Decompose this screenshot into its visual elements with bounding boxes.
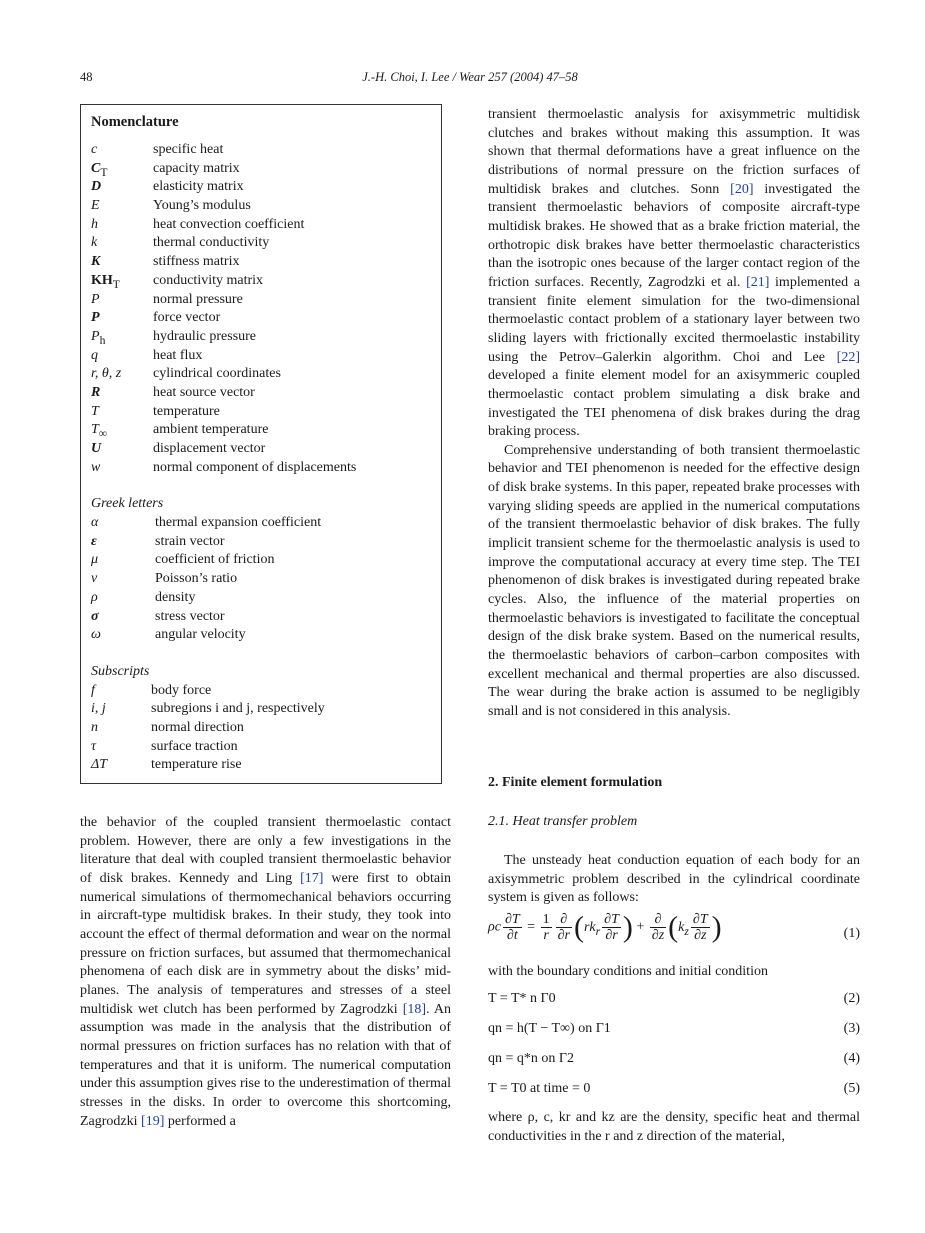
nomenclature-description: normal component of displacements (153, 459, 357, 475)
text-run: the behavior of the coupled transient thermoelastic contact problem. However, there are only a few investigations in the literature that deal with coupled transient thermoelastic behavior of disk brakes. Kennedy and Ling (80, 815, 451, 886)
nomenclature-description: normal pressure (153, 291, 243, 307)
nomenclature-symbol: c (91, 142, 98, 157)
nomenclature-symbol: q (91, 347, 98, 363)
nomenclature-description: temperature rise (151, 757, 242, 773)
citation-link[interactable]: [18] (402, 1001, 427, 1017)
equation-number: (3) (843, 1021, 860, 1036)
nomenclature-symbol-list (91, 141, 431, 477)
text-run: were first to obtain numerical simulations of thermomechanical behaviors occurring in aircraft-type multidisk brakes. In their study, they took into account the effect of thermal deformation and wear on the normal pressure on friction surfaces, but assumed that thermomechanical phenomena of each disk are in symmetry about the disks’ mid-planes. The analysis of temperatures and stresses of a steel multidisk wet clutch has been performed by Zagrodzki (80, 870, 452, 1017)
nomenclature-row (91, 459, 431, 478)
nomenclature-description: Poisson’s ratio (155, 571, 238, 587)
nomenclature-row (91, 756, 431, 775)
nomenclature-description: surface traction (151, 738, 238, 754)
nomenclature-row (91, 272, 431, 291)
nomenclature-description: conductivity matrix (153, 272, 264, 288)
nomenclature-symbol: σ (91, 608, 99, 624)
page-header (80, 70, 860, 90)
nomenclature-description: Young’s modulus (153, 198, 251, 214)
nomenclature-row (91, 608, 431, 627)
equation-1-body: ρc $\frac{\partial T}{\partial t}$ = $\frac{1}{r}$ $\frac{\partial}{\partial r}$ ($rk_r$ $\frac{\partial T}{\partial r}$ ) + $\frac{\partial}{\partial z}$ ($k_z$ $\frac{\partial T}{\partial z}$ ) (488, 910, 722, 944)
citation-link[interactable]: [21] (746, 274, 770, 290)
nomenclature-row (91, 421, 431, 440)
nomenclature-row (91, 197, 431, 216)
subsection-title: 2.1. Heat transfer problem (488, 814, 638, 829)
nomenclature-row (91, 570, 431, 589)
nomenclature-row (91, 700, 431, 719)
nomenclature-description: coefficient of friction (155, 552, 275, 568)
nomenclature-symbol: α (91, 515, 99, 531)
nomenclature-row (91, 178, 431, 197)
equation-number: (1) (843, 926, 860, 941)
nomenclature-row (91, 309, 431, 328)
nomenclature-symbol: k (91, 235, 98, 251)
nomenclature-symbol: τ (91, 738, 97, 754)
nomenclature-symbol: ν (91, 571, 98, 587)
equation-4 (488, 1051, 860, 1073)
text-run: developed a finite element model for an axisymmeric coupled thermoelastic contact problem simulating a disk brake and investigated the TEI phenomena of disk brakes during the drag braking process. (488, 368, 860, 440)
nomenclature-row (91, 514, 431, 533)
bc-intro-paragraph (488, 963, 860, 982)
nomenclature-row (91, 626, 431, 645)
text-run: investigated the transient thermoelastic behaviors of composite aircraft-type multidisk brakes. He showed that as a brake friction material, the orthotropic disk brakes have better thermoelastic characteristics than the isotropic ones because of the larger contact region of the friction surfaces. Recently, Zagrodzki et al. (488, 181, 860, 290)
nomenclature-symbol: r, θ, z (91, 366, 122, 382)
equation-3-body: qn = h(T − T∞) on Γ1 (488, 1021, 611, 1036)
nomenclature-description: stress vector (155, 608, 225, 624)
nomenclature-symbol: ρ (91, 589, 98, 605)
nomenclature-row (91, 365, 431, 384)
equation-1 (488, 912, 860, 956)
equation-5-body: T = T0 at time = 0 (488, 1081, 591, 1096)
subscripts-title: Subscripts (91, 663, 150, 679)
nomenclature-symbol: h (91, 216, 98, 232)
citation-link[interactable]: [20] (730, 181, 754, 197)
equation-2 (488, 991, 860, 1013)
nomenclature-row (91, 533, 431, 552)
nomenclature-description: capacity matrix (153, 160, 240, 176)
nomenclature-row (91, 328, 431, 347)
nomenclature-symbol: f (91, 682, 95, 698)
right-paragraph-2: Comprehensive understanding of both transient thermoelastic behavior and TEI phenomenon is needed for the effective design of disk brake systems. In this paper, repeated brake processes with varying sliding speeds are applied in the numerical computations of the transient thermoelastic behavior of disk brakes. The fully implicit transient scheme for the thermoelastic analysis is used to improve the computational accuracy at every time step. The TEI phenomenon of disk brakes is investigated during repeated brake cycles. Also, the influence of the material properties on thermoelastic behaviors is investigated to facilitate the conceptual design of the disk brake system. Based on the numerical results, the thermoelastic behaviors of carbon–carbon composites with excellent mechanical and thermal properties are also discussed. The wear during the brake action is assumed to be negligibly small and is not considered in this analysis. (488, 442, 860, 719)
running-head: J.-H. Choi, I. Lee / Wear 257 (2004) 47–58 (362, 70, 578, 84)
bc-intro-text: with the boundary conditions and initial condition (488, 964, 768, 979)
equation-4-body: qn = q*n on Γ2 (488, 1051, 574, 1066)
nomenclature-row (91, 551, 431, 570)
nomenclature-description: density (155, 589, 196, 605)
equation-number: (4) (843, 1051, 860, 1066)
text-run: . An assumption was made in the analysis that the distribution of normal pressures on friction surfaces has no relation with that of temperatures and that it is uniform. The numerical computation under this assumption gives rise to the underestimation of thermal stresses in the disks. In order to overcome this shortcoming, Zagrodzki (80, 1001, 451, 1129)
nomenclature-row (91, 589, 431, 608)
citation-link[interactable]: [19] (141, 1113, 165, 1129)
section-title: 2. Finite element formulation (488, 775, 663, 790)
heat-intro-text: The unsteady heat conduction equation of each body for an axisymmetric problem described in the cylindrical coordinate system is given as follows: (488, 853, 860, 906)
nomenclature-title: Nomenclature (91, 114, 179, 130)
nomenclature-symbol: P (91, 310, 100, 326)
nomenclature-row (91, 384, 431, 403)
nomenclature-symbol: $KH_T$ (91, 272, 120, 291)
text-run: implemented a transient finite element simulation for the two-dimensional thermoelastic contact problem of a stationary layer between two sliding layers with frictionally excited thermoelastic instability using the Petrov–Galerkin algorithm. Choi and Lee (488, 274, 860, 365)
nomenclature-description: displacement vector (153, 441, 266, 456)
text-run: performed a (164, 1113, 236, 1129)
nomenclature-row (91, 738, 431, 757)
nomenclature-description: stiffness matrix (153, 254, 240, 270)
nomenclature-symbol: $T_\infty$ (91, 422, 108, 441)
left-paragraph (80, 814, 451, 1131)
nomenclature-description: force vector (153, 310, 221, 326)
greek-letters-title: Greek letters (91, 496, 164, 512)
heat-intro-paragraph (488, 852, 860, 908)
nomenclature-description: angular velocity (155, 627, 246, 643)
nomenclature-row (91, 253, 431, 272)
nomenclature-row (91, 719, 431, 738)
nomenclature-row (91, 216, 431, 235)
text-run: transient thermoelastic analysis for axisymmetric multidisk clutches and brakes without making this assumption. It was shown that thermal deformations have a great influence on the distributions of normal pressure on the friction surfaces of multidisk brakes and clutches. Sonn (488, 107, 860, 197)
equation-5 (488, 1081, 860, 1103)
nomenclature-description: cylindrical coordinates (153, 366, 281, 382)
nomenclature-symbol: w (91, 459, 101, 475)
nomenclature-row (91, 160, 431, 179)
right-column-text (488, 106, 860, 722)
nomenclature-description: heat source vector (153, 384, 255, 400)
left-column-text (80, 814, 451, 1131)
nomenclature-symbol: $P_h$ (91, 328, 106, 347)
nomenclature-row (91, 347, 431, 366)
nomenclature-symbol: i, j (91, 701, 106, 717)
nomenclature-description: subregions i and j, respectively (151, 701, 325, 717)
nomenclature-symbol: R (91, 384, 101, 400)
nomenclature-description: ambient temperature (153, 422, 269, 438)
equation-2-body: T = T* n Γ0 (488, 991, 556, 1006)
nomenclature-box (80, 104, 442, 784)
nomenclature-description: normal direction (151, 719, 244, 735)
nomenclature-description: thermal conductivity (153, 235, 270, 251)
nomenclature-row (91, 403, 431, 422)
nomenclature-row (91, 682, 431, 701)
variables-paragraph (488, 1109, 860, 1146)
nomenclature-row (91, 291, 431, 310)
nomenclature-description: elasticity matrix (153, 179, 244, 195)
page-number: 48 (80, 70, 93, 84)
nomenclature-description: heat convection coefficient (153, 216, 305, 232)
nomenclature-symbol: ω (91, 627, 101, 643)
nomenclature-row (91, 440, 431, 459)
nomenclature-symbol: U (91, 441, 102, 456)
equation-number: (2) (843, 991, 860, 1006)
nomenclature-description: body force (151, 682, 212, 698)
nomenclature-row (91, 234, 431, 253)
right-paragraph-1 (488, 106, 860, 442)
nomenclature-description: heat flux (153, 347, 203, 363)
nomenclature-symbol: ΔT (91, 757, 108, 773)
nomenclature-row (91, 141, 431, 160)
nomenclature-description: temperature (153, 403, 220, 419)
nomenclature-symbol: T (91, 403, 99, 419)
nomenclature-symbol: ε (91, 533, 97, 549)
greek-letter-list (91, 514, 431, 645)
equation-number: (5) (843, 1081, 860, 1096)
nomenclature-description: hydraulic pressure (153, 328, 257, 344)
subscript-list (91, 682, 431, 775)
nomenclature-description: thermal expansion coefficient (155, 515, 322, 531)
nomenclature-symbol: K (91, 254, 101, 270)
nomenclature-symbol: n (91, 719, 98, 735)
variables-text: where ρ, c, kr and kz are the density, specific heat and thermal conductivities in the r and z direction of the material, (488, 1110, 860, 1144)
nomenclature-symbol: $C_T$ (91, 160, 108, 179)
nomenclature-symbol: D (91, 179, 102, 195)
citation-link[interactable]: [22] (836, 349, 860, 365)
nomenclature-symbol: μ (91, 552, 99, 568)
nomenclature-symbol: P (91, 291, 100, 307)
nomenclature-symbol: E (91, 198, 100, 214)
nomenclature-description: strain vector (155, 533, 225, 549)
citation-link[interactable]: [17] (300, 870, 324, 886)
nomenclature-description: specific heat (153, 142, 224, 157)
equation-3 (488, 1021, 860, 1043)
